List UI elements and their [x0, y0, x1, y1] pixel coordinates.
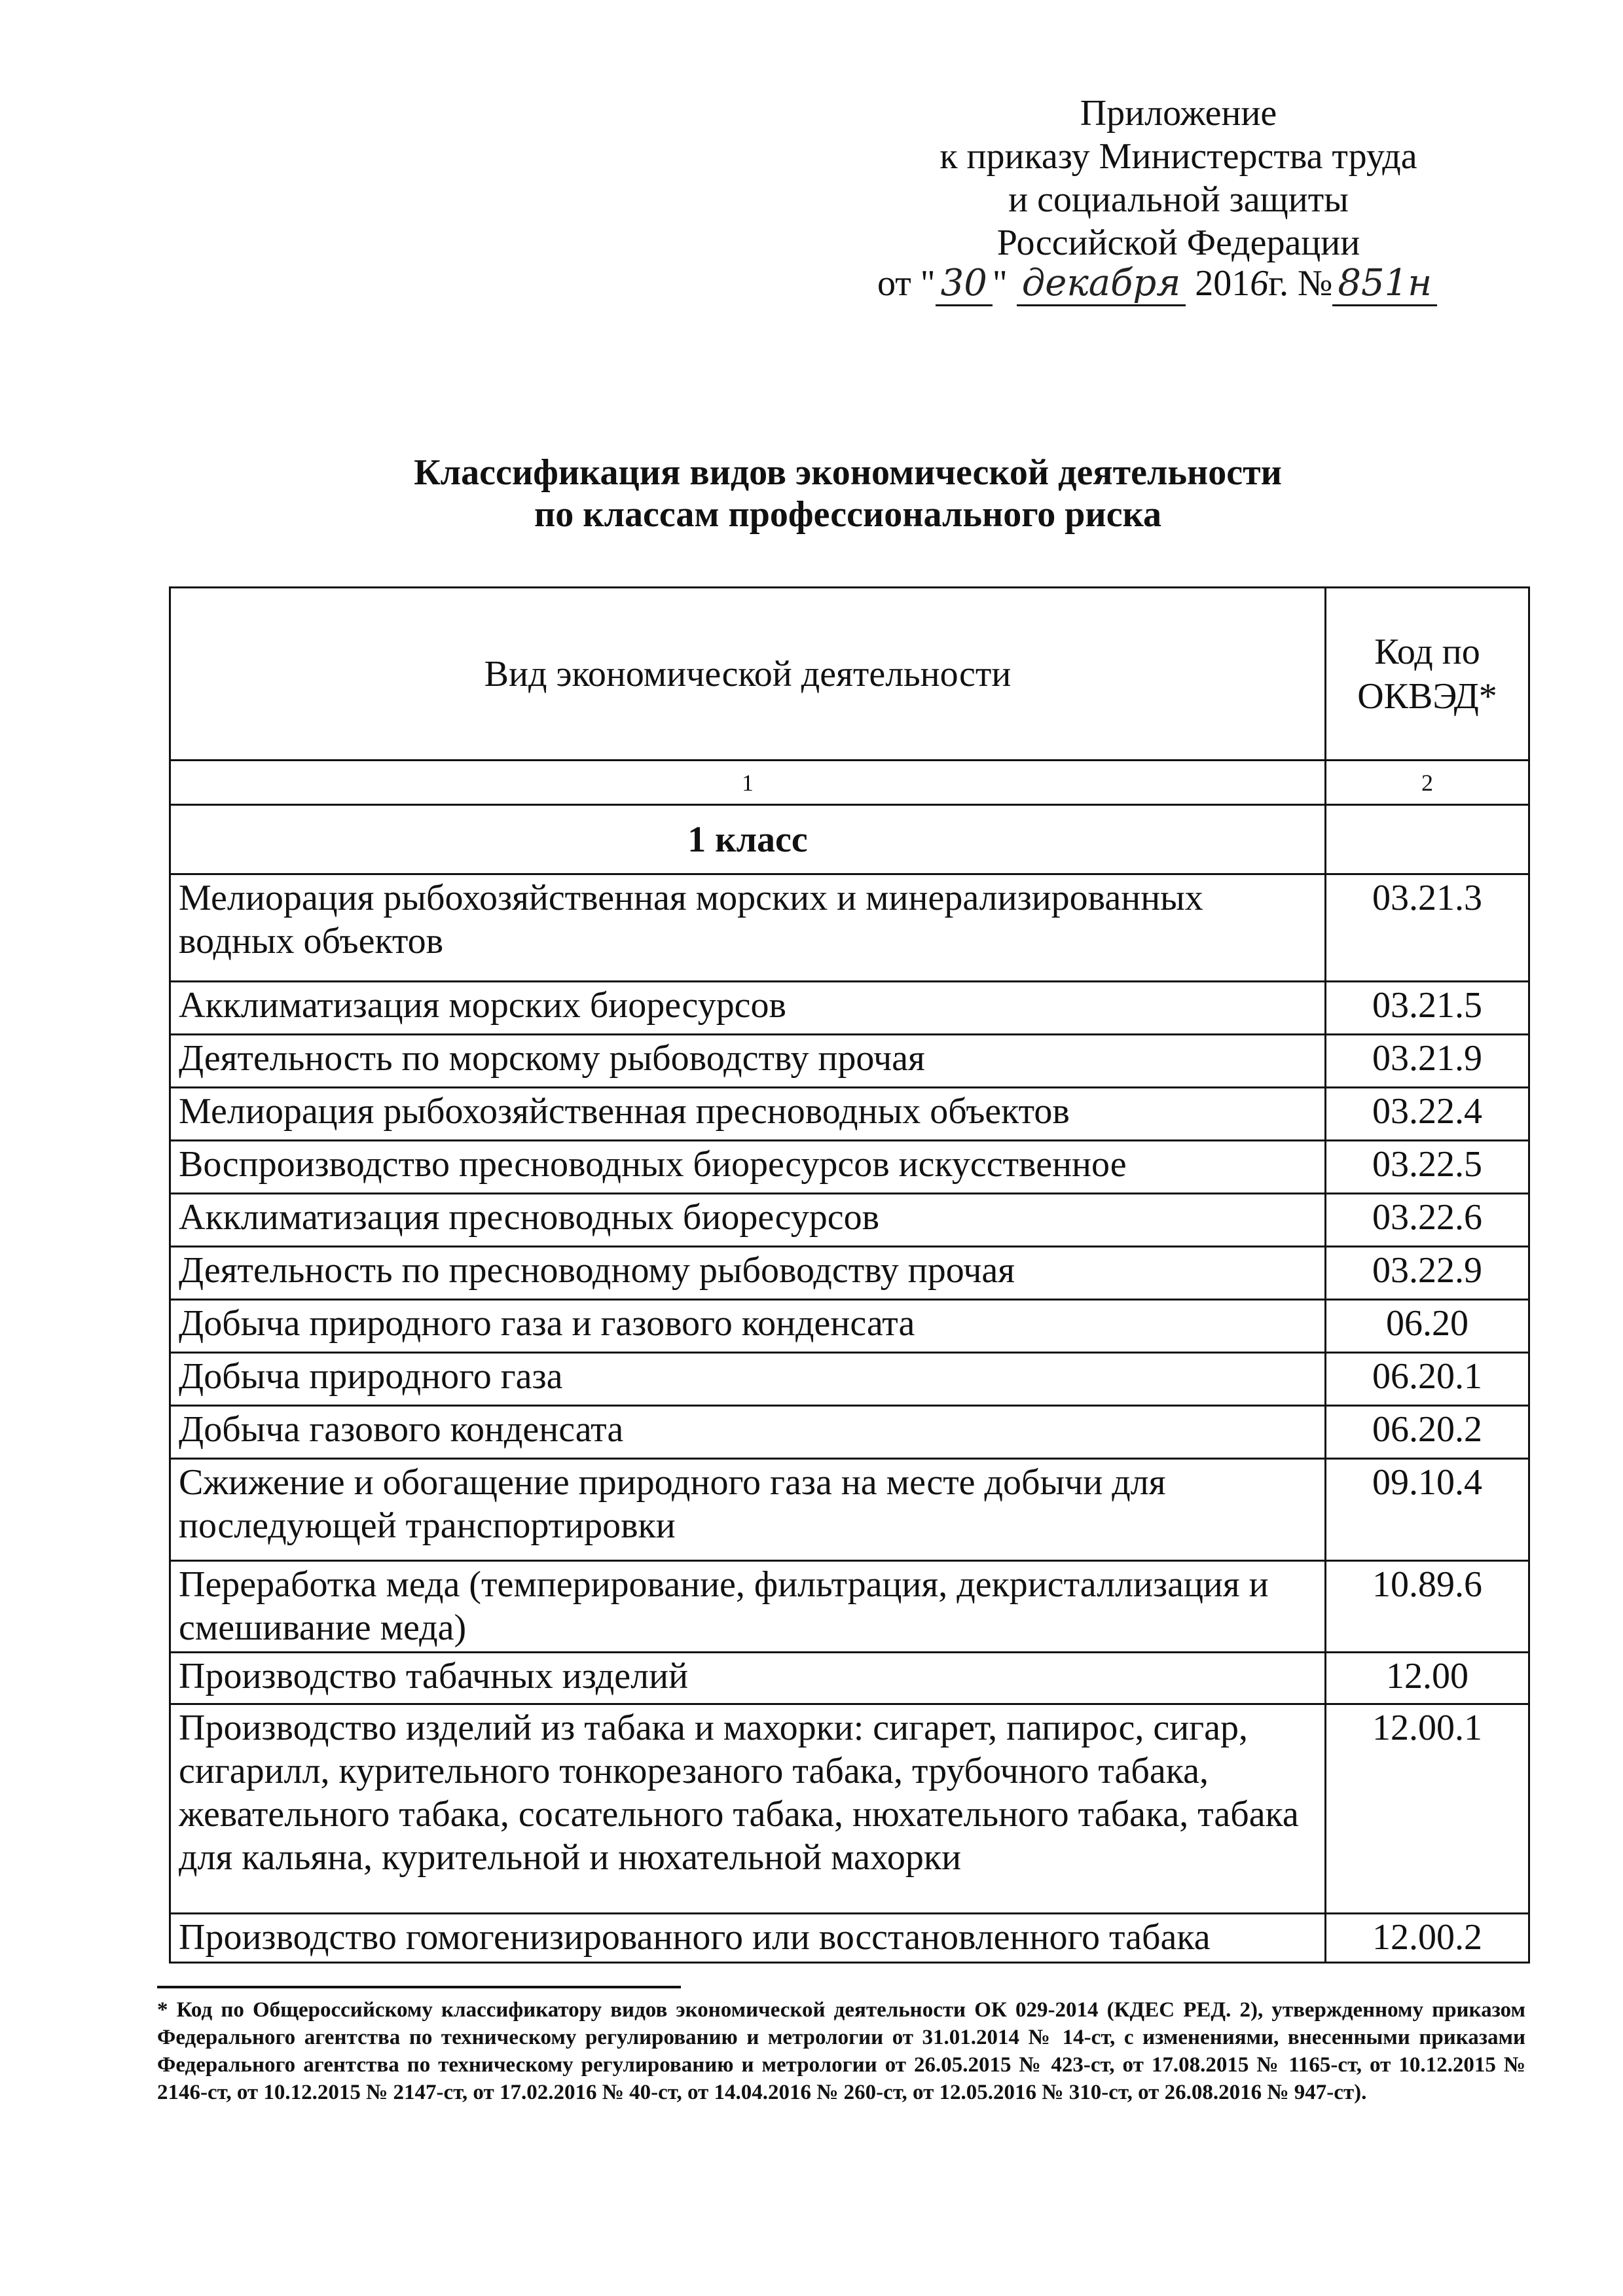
table-row: [170, 1459, 1529, 1561]
table-row: [170, 1653, 1529, 1704]
okved-code-cell: 12.00: [1326, 1653, 1529, 1704]
okved-code-cell: 03.22.5: [1326, 1141, 1529, 1194]
table-row: [170, 1914, 1529, 1963]
column-number-row: [170, 761, 1529, 805]
activity-cell: Деятельность по пресноводному рыбоводству прочая: [170, 1247, 1326, 1300]
okved-code-cell: 09.10.4: [1326, 1459, 1529, 1561]
order-year: 201: [1195, 263, 1250, 304]
okved-code-cell: 12.00.1: [1326, 1704, 1529, 1914]
table-row: [170, 1247, 1529, 1300]
activity-cell: Мелиорация рыбохозяйственная пресноводных объектов: [170, 1088, 1326, 1141]
order-prefix: от ": [877, 263, 936, 304]
okved-code-cell: 06.20.2: [1326, 1406, 1529, 1459]
activity-cell: Акклиматизация пресноводных биоресурсов: [170, 1194, 1326, 1247]
okved-code-cell: 03.21.9: [1326, 1035, 1529, 1088]
okved-code-cell: 03.21.3: [1326, 874, 1529, 982]
footnote: * Код по Общероссийскому классификатору видов экономической деятельности ОК 029-2014 (КДЕС РЕД. 2), утвержденному приказом Федерального агентства по техническому регулированию и метрологии от 31.01.2014 № 14-ст, с изменениями, внесенными приказами Федерального агентства по техническому регулированию и метрологии от 26.05.2015 № 423-ст, от 17.08.2015 № 1165-ст, от 10.12.2015 № 2146-ст, от 10.12.2015 № 2147-ст, от 17.02.2016 № 40-ст, от 14.04.2016 № 260-ст, от 12.05.2016 № 310-ст, от 26.08.2016 № 947-ст).: [157, 1998, 1525, 2104]
activity-cell: Мелиорация рыбохозяйственная морских и минерализированных водных объектов: [170, 874, 1326, 982]
appendix-line: Российской Федерации: [996, 223, 1360, 263]
title-line: по классам профессионального риска: [534, 494, 1161, 535]
appendix-header: [851, 92, 1506, 264]
order-year-handwritten: 6: [1250, 263, 1269, 304]
table-row: [170, 1088, 1529, 1141]
activity-cell: Производство гомогенизированного или восстановленного табака: [170, 1914, 1326, 1963]
header-activity: Вид экономической деятельности: [170, 588, 1326, 761]
order-number-handwritten: 851н: [1332, 262, 1437, 306]
activity-cell: Воспроизводство пресноводных биоресурсов искусственное: [170, 1141, 1326, 1194]
class-row: [170, 805, 1529, 874]
title-line: Классификация видов экономической деятельности: [414, 452, 1282, 493]
document-title: [170, 452, 1525, 535]
okved-code-cell: 06.20.1: [1326, 1353, 1529, 1406]
activity-cell: Производство изделий из табака и махорки: сигарет, папирос, сигар, сигарилл, курительного тонкорезаного табака, трубочного табака, жевательного табака, сосательного табака, нюхательного табака, табака для кальяна, курительной и нюхательной махорки: [170, 1704, 1326, 1914]
table-row: [170, 1141, 1529, 1194]
okved-code-cell: 03.22.6: [1326, 1194, 1529, 1247]
okved-code-cell: 03.22.9: [1326, 1247, 1529, 1300]
table-row: [170, 1406, 1529, 1459]
table-row: [170, 1353, 1529, 1406]
column-number: 2: [1326, 761, 1529, 805]
table-row: [170, 1704, 1529, 1914]
activity-cell: Производство табачных изделий: [170, 1653, 1326, 1704]
okved-code-cell: 03.22.4: [1326, 1088, 1529, 1141]
table-row: [170, 874, 1529, 982]
table-header-row: [170, 588, 1529, 761]
activity-cell: Переработка меда (темперирование, фильтрация, декристаллизация и смешивание меда): [170, 1561, 1326, 1653]
table-row: [170, 1035, 1529, 1088]
activity-cell: Добыча природного газа: [170, 1353, 1326, 1406]
order-day-handwritten: 30: [936, 262, 993, 306]
activity-cell: Добыча природного газа и газового конденсата: [170, 1300, 1326, 1353]
activity-cell: Сжижение и обогащение природного газа на месте добычи для последующей транспортировки: [170, 1459, 1326, 1561]
appendix-line: и социальной защиты: [1008, 179, 1349, 220]
order-month-handwritten: декабря: [1017, 262, 1186, 306]
okved-code-cell: 12.00.2: [1326, 1914, 1529, 1963]
activity-cell: Добыча газового конденсата: [170, 1406, 1326, 1459]
activity-cell: Акклиматизация морских биоресурсов: [170, 982, 1326, 1035]
order-date-number: [877, 262, 1437, 306]
okved-code-cell: 10.89.6: [1326, 1561, 1529, 1653]
quote: ": [992, 263, 1008, 304]
activity-cell: Деятельность по морскому рыбоводству прочая: [170, 1035, 1326, 1088]
okved-code-cell: 06.20: [1326, 1300, 1529, 1353]
classification-table: [169, 586, 1530, 1964]
appendix-line: Приложение: [1080, 93, 1277, 134]
column-number: 1: [170, 761, 1326, 805]
order-year-suffix: г. №: [1268, 263, 1333, 304]
table-row: [170, 1300, 1529, 1353]
appendix-line: к приказу Министерства труда: [939, 136, 1417, 177]
footnote-divider: [157, 1986, 681, 1988]
table-row: [170, 1561, 1529, 1653]
okved-code-cell: 03.21.5: [1326, 982, 1529, 1035]
class-code-empty: [1326, 805, 1529, 874]
table-row: [170, 982, 1529, 1035]
table-row: [170, 1194, 1529, 1247]
header-code: Код по ОКВЭД*: [1326, 588, 1529, 761]
class-label: 1 класс: [170, 805, 1326, 874]
